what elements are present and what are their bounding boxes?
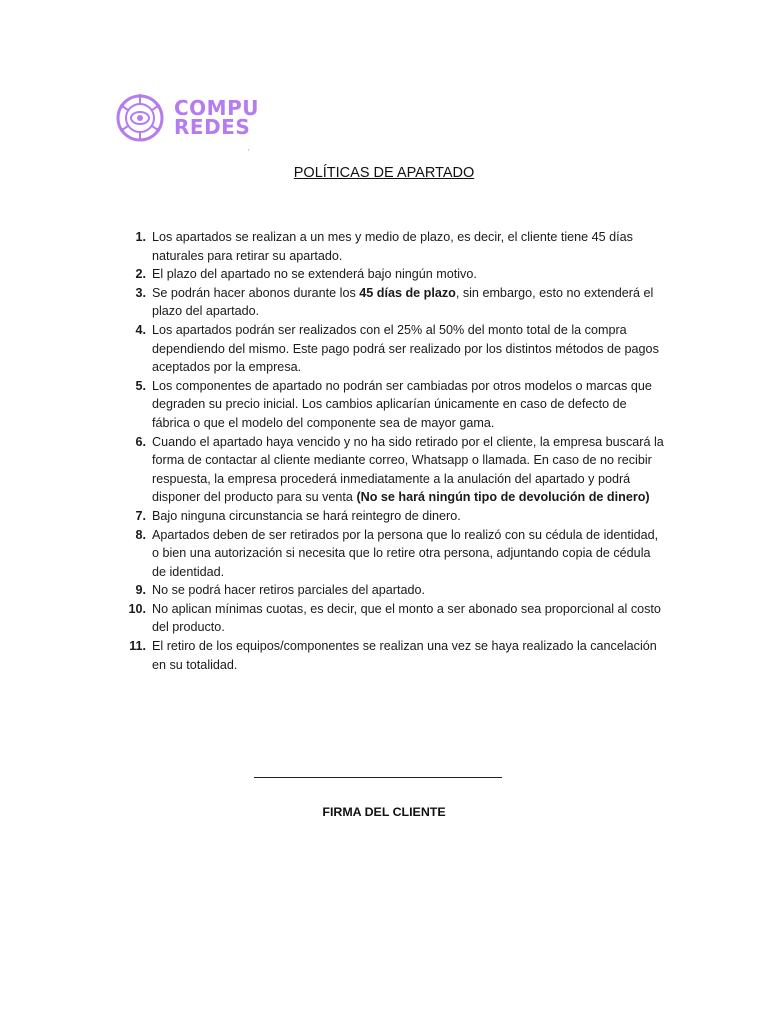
policy-number: 9.: [135, 583, 146, 598]
policy-item: [124, 321, 664, 377]
policy-text: El plazo del apartado no se extenderá bajo ningún motivo.: [152, 267, 477, 282]
policy-emphasis: 45 días de plazo: [359, 285, 456, 300]
policy-item: [124, 228, 664, 265]
policy-item: [124, 433, 664, 507]
page-title: POLÍTICAS DE APARTADO: [293, 165, 475, 181]
policy-item: [124, 265, 664, 284]
policy-number: 2.: [135, 267, 146, 282]
circuit-eye-icon: [112, 92, 168, 144]
policy-number: 7.: [135, 508, 146, 523]
policy-text: Los apartados podrán ser realizados con el 25% al 50% del monto total de la compra dependiendo del mismo. Este pago podrá ser realizado por los distintos métodos de pagos aceptados por la empresa.: [152, 322, 659, 375]
policy-text: El retiro de los equipos/componentes se realizan una vez se haya realizado la cancelación en su totalidad.: [152, 639, 657, 672]
company-logo: [112, 92, 292, 144]
signature-label: FIRMA DEL CLIENTE: [322, 805, 446, 819]
policy-text: Apartados deben de ser retirados por la persona que lo realizó con su cédula de identidad, o bien una autorización si necesita que lo retire otra persona, adjuntando copia de cédula de identidad.: [152, 527, 659, 579]
policy-text: , sin embargo, esto no extenderá el plazo del apartado.: [152, 285, 654, 319]
policy-emphasis: (No se hará ningún tipo de devolución de dinero): [356, 490, 650, 505]
policy-list: [124, 228, 664, 674]
policy-number: 8.: [135, 527, 146, 542]
policy-text: Los componentes de apartado no podrán ser cambiadas por otros modelos o marcas que degraden su precio inicial. Los cambios aplicarían únicamente en caso de defecto de fábrica o que el modelo del componente sea de mayor gama.: [152, 378, 652, 430]
policy-number: 11.: [129, 639, 146, 654]
logo-wordmark: [174, 96, 259, 139]
signature-line: [254, 777, 502, 778]
policy-text: No se podrá hacer retiros parciales del apartado.: [152, 583, 426, 598]
policy-item: [124, 507, 664, 526]
stray-mark: ,: [248, 146, 250, 152]
policy-text: No aplican mínimas cuotas, es decir, que el monto a ser abonado sea proporcional al costo del producto.: [152, 601, 661, 635]
policy-text: Los apartados se realizan a un mes y medio de plazo, es decir, el cliente tiene 45 días naturales para retirar su apartado.: [152, 230, 633, 263]
policy-item: [124, 284, 664, 321]
policy-number: 3.: [135, 285, 146, 300]
policy-text: Bajo ninguna circunstancia se hará reintegro de dinero.: [152, 508, 461, 523]
policy-item: [124, 581, 664, 600]
policy-number: 6.: [135, 434, 146, 449]
policy-number: 4.: [135, 322, 146, 337]
policy-item: [124, 377, 664, 433]
logo-line-1: COMPU: [174, 96, 259, 120]
logo-line-2: REDES: [174, 115, 251, 139]
policy-item: [124, 600, 664, 637]
policy-number: 5.: [135, 378, 146, 393]
policy-item: [124, 637, 664, 674]
policy-number: 1.: [135, 230, 146, 244]
policy-item: [124, 526, 664, 582]
policy-text: Se podrán hacer abonos durante los: [152, 285, 360, 300]
policy-text: Cuando el apartado haya vencido y no ha sido retirado por el cliente, la empresa buscará la forma de contactar al cliente mediante correo, Whatsapp o llamada. En caso de no recibir respuesta, la empresa procederá inmediatamente a la anulación del apartado y podrá disponer del producto para su venta: [152, 434, 664, 505]
policy-number: 10.: [128, 601, 146, 616]
